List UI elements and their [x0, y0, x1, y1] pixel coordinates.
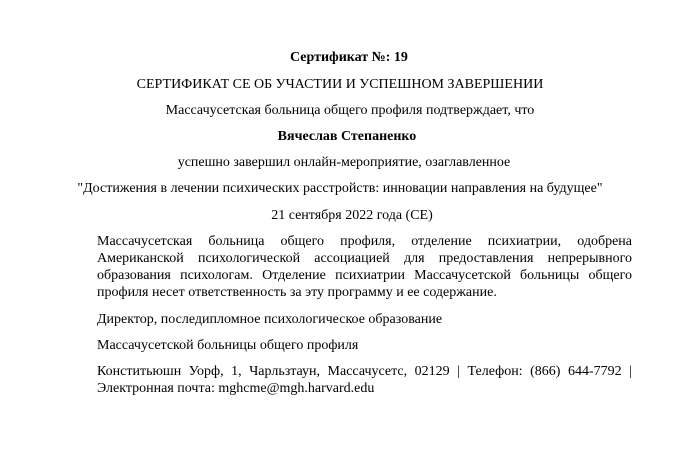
certificate-heading: СЕРТИФИКАТ CE ОБ УЧАСТИИ И УСПЕШНОМ ЗАВЕРШЕНИИ	[136, 77, 544, 92]
issuer-statement: Массачусетская больница общего профиля подтверждает, что	[165, 103, 535, 118]
event-date: 21 сентября 2022 года (CE)	[271, 208, 433, 223]
recipient-name: Вячеслав Степаненко	[277, 129, 417, 144]
accreditation-paragraph: Массачусетская больница общего профиля, отделение психиатрии, одобрена Американской психологической ассоциацией для предоставления непрерывного образования психологам. Отделение психиатрии Массачусетской больницы общего профиля несет ответственность за эту программу и ее содержание.	[97, 234, 632, 300]
completion-statement: успешно завершил онлайн-мероприятие, озаглавленное	[177, 155, 511, 170]
director-title: Директор, последипломное психологическое образование	[97, 312, 443, 327]
organization-name: Массачусетской больницы общего профиля	[97, 338, 359, 353]
certificate-number: Сертификат №: 19	[290, 50, 408, 65]
contact-info: Конститьюшн Уорф, 1, Чарльзтаун, Массачусетс, 02129 | Телефон: (866) 644-7792 | Электронная почта: mghcme@mgh.harvard.edu	[97, 364, 632, 396]
event-title: "Достижения в лечении психических расстройств: инновации направления на будущее"	[77, 181, 603, 196]
